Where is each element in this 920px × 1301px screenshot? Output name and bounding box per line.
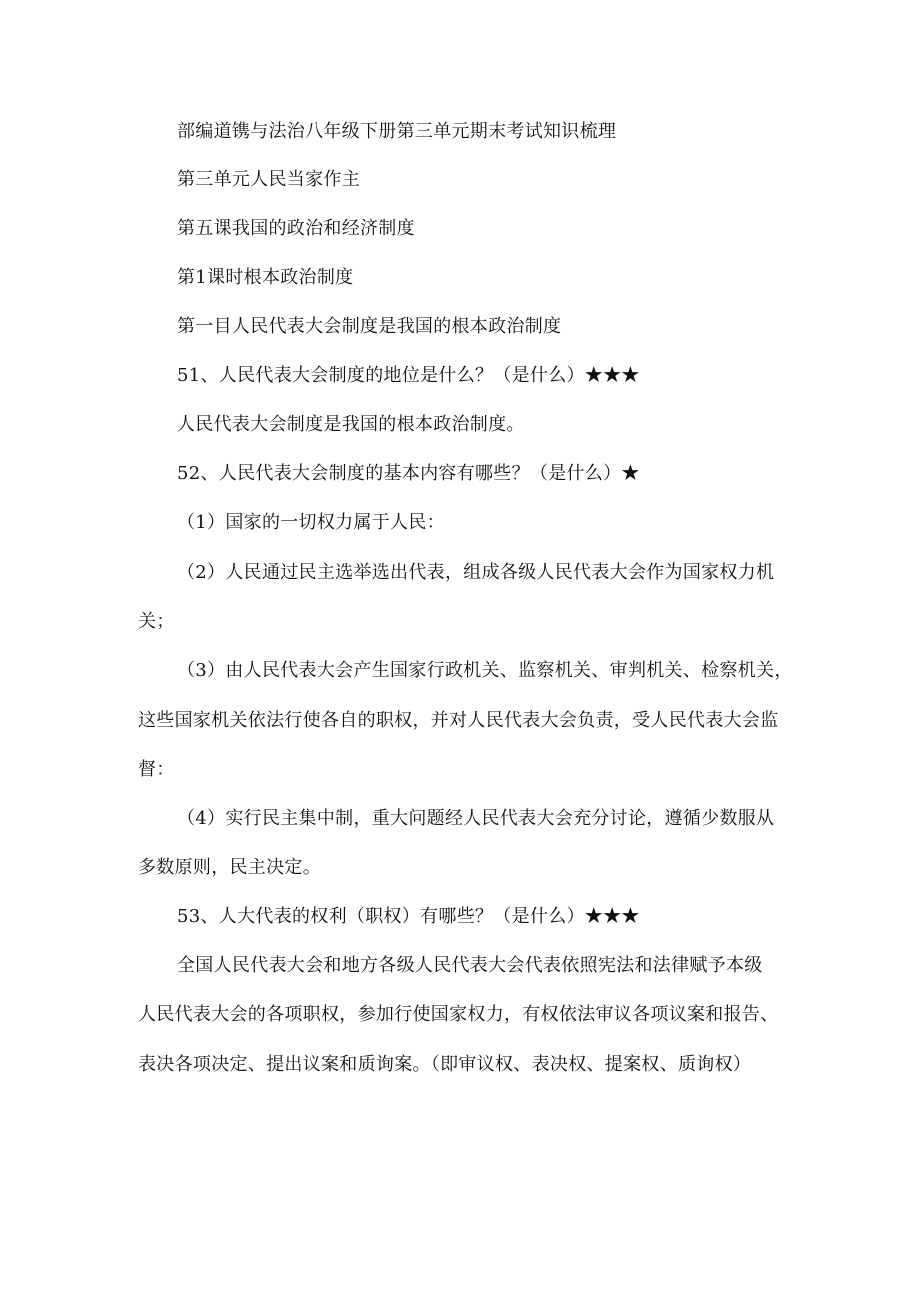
question-51: 51、人民代表大会制度的地位是什么？（是什么）★★★ bbox=[177, 365, 640, 386]
answer-53-line-2: 人民代表大会的各项职权，参加行使国家权力，有权依法审议各项议案和报告、 bbox=[138, 1004, 779, 1025]
answer-51: 人民代表大会制度是我国的根本政治制度。 bbox=[177, 414, 525, 435]
answer-53-line-3: 表决各项决定、提出议案和质询案。（即审议权、表决权、提案权、质询权） bbox=[138, 1054, 752, 1075]
answer-52-item-3-line-2: 这些国家机关依法行使各自的职权，并对人民代表大会负责，受人民代表大会监 bbox=[138, 710, 779, 731]
question-53: 53、人大代表的权利（职权）有哪些？（是什么）★★★ bbox=[177, 906, 640, 927]
answer-52-item-2-line-2: 关； bbox=[138, 611, 175, 632]
document-title: 部编道镌与法治八年级下册第三单元期末考试知识梳理 bbox=[177, 121, 617, 142]
answer-52-item-4-line-1: （4）实行民主集中制，重大问题经人民代表大会充分讨论，遵循少数服从 bbox=[177, 808, 775, 829]
question-52: 52、人民代表大会制度的基本内容有哪些？（是什么）★ bbox=[177, 463, 640, 484]
section-heading: 第一目人民代表大会制度是我国的根本政治制度 bbox=[177, 316, 562, 337]
answer-52-item-4-line-2: 多数原则，民主决定。 bbox=[138, 857, 321, 878]
period-heading: 第1课时根本政治制度 bbox=[177, 267, 354, 288]
answer-52-item-3-line-3: 督： bbox=[138, 759, 175, 780]
answer-52-item-2-line-1: （2）人民通过民主选举选出代表，组成各级人民代表大会作为国家权力机 bbox=[177, 562, 775, 583]
lesson-heading: 第五课我国的政治和经济制度 bbox=[177, 218, 415, 239]
answer-52-item-3-line-1: （3）由人民代表大会产生国家行政机关、监察机关、审判机关、检察机关， bbox=[177, 660, 793, 681]
answer-52-item-1: （1）国家的一切权力属于人民： bbox=[177, 512, 445, 533]
answer-53-line-1: 全国人民代表大会和地方各级人民代表大会代表依照宪法和法律赋予本级 bbox=[177, 955, 763, 976]
unit-heading: 第三单元人民当家作主 bbox=[177, 169, 360, 190]
